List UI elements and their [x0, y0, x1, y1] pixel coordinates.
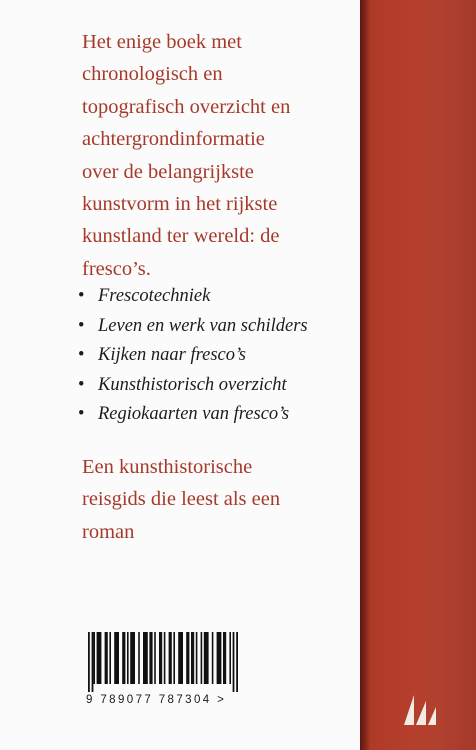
feature-item [78, 312, 308, 342]
barcode-guard-bar [88, 632, 90, 692]
barcode-bar [97, 632, 102, 684]
outro-line: reisgids die leest als een [82, 488, 281, 511]
barcode-bar [154, 632, 156, 684]
feature-label: Kunsthistorisch overzicht [98, 374, 287, 395]
barcode-bar [130, 632, 135, 684]
intro-line: over de belangrijkste [82, 160, 254, 183]
spine [360, 0, 476, 750]
feature-label: Leven en werk van schilders [98, 315, 308, 336]
bullet: • [78, 286, 85, 306]
intro-line: kunstland ter wereld: de [82, 225, 280, 248]
intro-line: achtergrondinformatie [82, 128, 265, 151]
isbn-number: 9 789077 787304 > [86, 694, 227, 706]
barcode-bar [109, 632, 111, 684]
barcode-bar [204, 632, 209, 684]
barcode-bar [164, 632, 166, 684]
barcode-bar [196, 632, 198, 684]
barcode-guard-bar [92, 632, 94, 692]
barcode-bar [217, 632, 222, 684]
feature-label: Kijken naar fresco’s [98, 345, 246, 365]
barcode-bar [138, 632, 140, 684]
feature-item [78, 400, 308, 430]
barcode-bar [105, 632, 108, 684]
outro-line: roman [82, 520, 135, 543]
feature-item [78, 341, 308, 371]
feature-label: Frescotechniek [98, 286, 211, 306]
barcode-bar [159, 632, 162, 684]
intro-line: Het enige boek met [82, 31, 242, 53]
barcode-bar [229, 632, 231, 684]
isbn-barcode [86, 632, 300, 716]
intro-line: chronologisch en [82, 63, 223, 86]
barcode-bar [122, 632, 125, 684]
outro-paragraph [82, 451, 352, 548]
intro-paragraph [82, 26, 352, 285]
publisher-logo-icon [402, 691, 438, 727]
outro-line: Een kunsthistorische [82, 456, 253, 478]
intro-line: topografisch overzicht en [82, 95, 291, 118]
barcode-bar [201, 632, 203, 684]
feature-label: Regiokaarten van fresco’s [98, 404, 290, 424]
feature-item [78, 371, 308, 401]
intro-line: fresco’s. [82, 257, 151, 280]
bullet: • [78, 374, 85, 395]
barcode-guard-bar [236, 632, 238, 692]
barcode-bar [127, 632, 129, 684]
bullet: • [78, 404, 85, 424]
barcode-bar [223, 632, 226, 684]
barcode-bar [212, 632, 214, 684]
barcode-bar [191, 632, 194, 684]
barcode-bar [93, 632, 95, 684]
feature-item [78, 282, 308, 312]
bullet: • [78, 315, 85, 336]
barcode-guard-bar [233, 632, 235, 692]
intro-line: kunstvorm in het rijkste [82, 193, 278, 216]
barcode-bar [186, 632, 189, 684]
feature-list [78, 282, 308, 430]
barcode-bar [143, 632, 148, 684]
bullet: • [78, 345, 85, 365]
barcode-bar [114, 632, 119, 684]
barcode-bar [173, 632, 175, 684]
barcode-bars [86, 632, 300, 692]
barcode-bar [149, 632, 152, 684]
barcode-bar [178, 632, 183, 684]
barcode-bar [169, 632, 172, 684]
